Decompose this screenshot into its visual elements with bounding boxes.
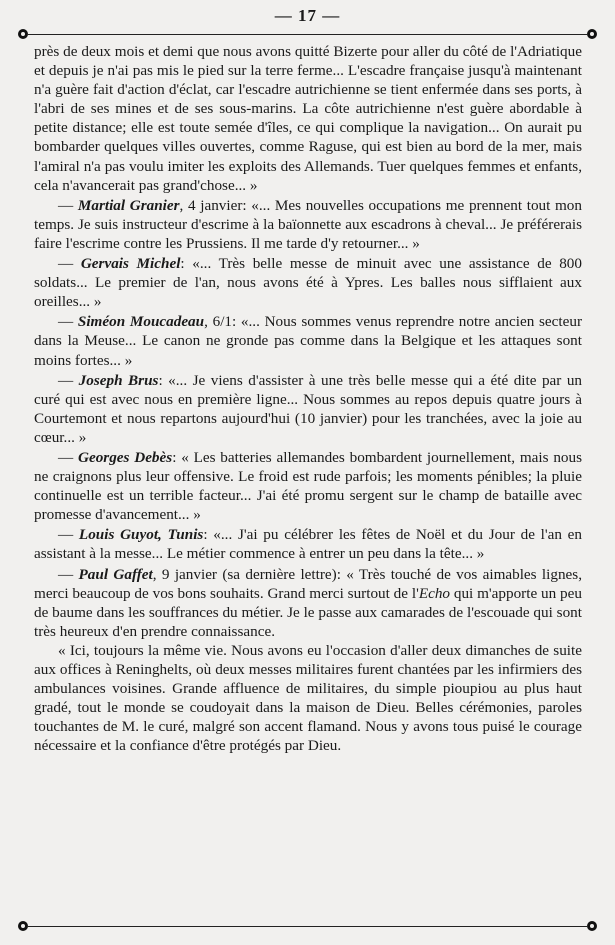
echo-title: Echo [418, 584, 451, 602]
entry-paul-gaffet: — Paul Gaffet, 9 janvier (sa dernière lettre): « Très touché de vos aimables lignes, merci beaucoup de vos bons souhaits. Grand merci surtout de l'Echo qui m'apporte un peu de baume dans les souffrances du métier. Je le passe aux camarades de l'escouade qui sont très heureux d'en prendre connaissance. [34, 565, 582, 640]
entry-joseph-brus: — Joseph Brus: «... Je viens d'assister à une très belle messe qui a été dite par un curé qui est avec nous en première ligne... Nous sommes au repos depuis quatre jours à Courtemont et nous repartons aujourd'hui (10 janvier) pour les tranchées, avec la joie au cœur... » [34, 371, 583, 446]
bottom-rule [28, 926, 587, 927]
author-name: Joseph Brus [78, 371, 159, 389]
top-rule [28, 34, 587, 35]
author-name: Georges Debès [77, 448, 173, 466]
entry-georges-debes: — Georges Debès: « Les batteries allemandes bombardent journellement, mais nous ne craignons plus leur offensive. Le froid est rude parfois; les moments pénibles; la pluie continuelle est un terrible facteur... J'ai été promu sergent sur le champ de bataille avec promesse d'avancement... » [34, 448, 583, 524]
author-name: Siméon Moucadeau [77, 313, 205, 331]
letter-text: , 6/1: «... Nous sommes venus reprendre notre ancien secteur dans la Meuse... Le canon ne gronde pas comme dans la Belgique et les attaques sont moins fortes... » [34, 313, 583, 369]
paragraph-continuation: près de deux mois et demi que nous avons quitté Bizerte pour aller du côté de l'Adriatique et depuis je n'ai pas mis le pied sur la terre ferme... L'escadre française jusqu'à maintenant n'a guère fait d'action d'éclat, car l'escadre autrichienne se tient enfermée dans ses ports, à l'abri de ses mines et de ses sous-marins. La côte autrichienne n'est guère abordable à petite distance; elle est toute semée d'îles, ce qui complique la navigation... On aurait pu bombarder quelques villes ouvertes, comme Raguse, qui est bien au bord de la mer, mais l'amiral n'a pas voulu imiter les exploits des Allemands. Tuer quelques femmes et enfants, cela n'avancerait pas grand'chose... » [34, 43, 582, 194]
author-name: Martial Granier [77, 196, 180, 214]
paragraph-quote: « Ici, toujours la même vie. Nous avons eu l'occasion d'aller deux dimanches de suite aux offices à Reninghelts, où deux messes militaires furent chantées par les infirmiers des ambulances voisines. Grande affluence de militaires, du simple pioupiou au plus haut gradé, tout le monde se coudoyait dans la maison de Dieu. Belles cérémonies, paroles touchantes de M. le curé, malgré son accent flamand. Nous y avons tous puisé le courage nécessaire et la confiance d'être protégés par Dieu. [34, 641, 582, 755]
author-name: Louis Guyot, Tunis [78, 526, 204, 544]
letters-text [34, 42, 582, 755]
entry-gervais-michel: — Gervais Michel: «... Très belle messe de minuit avec une assistance de 800 soldats... Le premier de l'an, nous avons été à Ypres. Les balles nous sifflaient aux oreilles... » [34, 255, 582, 311]
letter-text: , 9 janvier (sa dernière lettre): « Très touché de vos aimables lignes, merci beaucoup de vos bons souhaits. Grand merci surtout de l' [34, 565, 582, 602]
letter-text: : « Les batteries allemandes bombardent journellement, mais nous ne craignons plus leur offensive. Le froid est rude parfois; les moments pénibles; la pluie continuelle est un terrible facteur... J'ai été promu sergent sur le champ de bataille avec promesse d'avancement... » [34, 448, 583, 524]
letter-text: : «... J'ai pu célébrer les fêtes de Noël et du Jour de l'an en assistant à la messe... Le métier commence à entrer un peu dans la tête... » [34, 526, 583, 563]
page-number: — 17 — [274, 6, 341, 25]
entry-louis-guyot: — Louis Guyot, Tunis: «... J'ai pu célébrer les fêtes de Noël et du Jour de l'an en assistant à la messe... Le métier commence à entrer un peu dans la tête... » [34, 526, 583, 563]
letter-text: : «... Très belle messe de minuit avec une assistance de 800 soldats... Le premier de l'an, nous avons été à Ypres. Les balles nous sifflaient aux oreilles... » [34, 255, 582, 311]
letter-text-continued: qui m'apporte un peu de baume dans les souffrances du métier. Je le passe aux camarades de l'escouade qui sont très heureux d'en prendre connaissance. [34, 584, 582, 640]
ornament-top-left-icon [18, 29, 28, 39]
letter-text: : «... Je viens d'assister à une très belle messe qui a été dite par un curé qui est avec nous en première ligne... Nous sommes au repos depuis quatre jours à Courtemont et nous repartons aujourd'hui (10 janvier) pour les tranchées, avec la joie au cœur... » [34, 371, 583, 446]
letter-text: , 4 janvier: «... Mes nouvelles occupations me prennent tout mon temps. Je suis instructeur d'escrime à la baïonnette aux escadrons à cheval... Je préférerais faire l'escrime contre les Prussiens. Il me tarde d'y retourner... » [34, 196, 582, 252]
author-name: Paul Gaffet [78, 565, 153, 583]
ornament-bottom-left-icon [18, 921, 28, 931]
author-name: Gervais Michel [80, 255, 181, 273]
ornament-bottom-right-icon [587, 921, 597, 931]
ornament-top-right-icon [587, 29, 597, 39]
entry-simeon-moucadeau: — Siméon Moucadeau, 6/1: «... Nous sommes venus reprendre notre ancien secteur dans la Meuse... Le canon ne gronde pas comme dans la Belgique et les attaques sont moins fortes... » [34, 313, 583, 369]
entry-martial-granier: — Martial Granier, 4 janvier: «... Mes nouvelles occupations me prennent tout mon temps. Je suis instructeur d'escrime à la baïonnette aux escadrons à cheval... Je préférerais faire l'escrime contre les Prussiens. Il me tarde d'y retourner... » [34, 196, 582, 252]
